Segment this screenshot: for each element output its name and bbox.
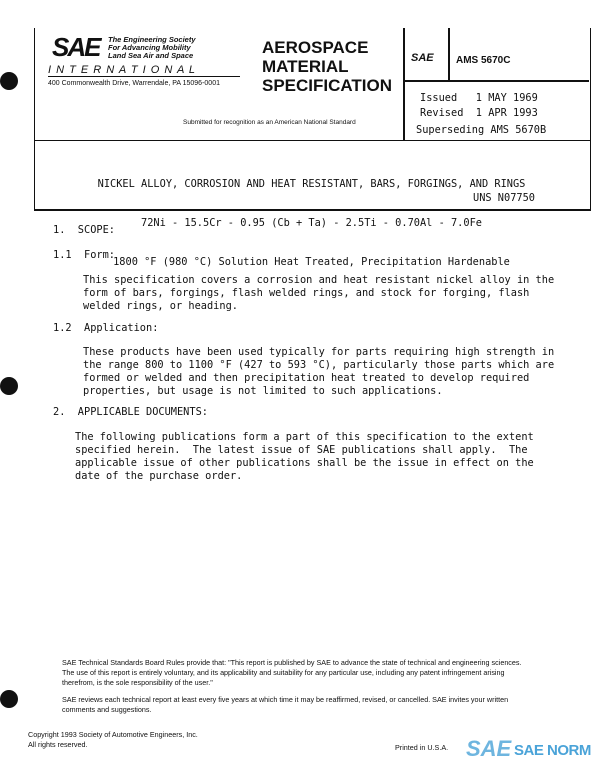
watermark-text: SAE NORM [514, 742, 591, 759]
superseding: Superseding AMS 5670B [416, 124, 547, 136]
section-heading: 1.2 Application: [53, 322, 159, 334]
paragraph: These products have been used typically for parts requiring high strength in the range 800 to 1100 °F (427 to 593 °C), particularly those parts which are formed or welded and then precipitation heat treated to develop required properties, but usage is not limited to such applications. [83, 346, 555, 397]
sae-small-logo: SAE [411, 52, 434, 64]
tagline-line: The Engineering Society [108, 35, 196, 44]
title-line: AEROSPACE [262, 38, 369, 57]
printed-in: Printed in U.S.A. [395, 743, 449, 752]
divider [448, 28, 450, 80]
ansi-note: Submitted for recognition as an American National Standard [183, 119, 356, 126]
doc-type-title [262, 38, 392, 95]
divider [403, 80, 589, 82]
issued-date: Issued 1 MAY 1969 [420, 92, 538, 104]
title-line: MATERIAL [262, 57, 349, 76]
title-line: NICKEL ALLOY, CORROSION AND HEAT RESISTANT, BARS, FORGINGS, AND RINGS [97, 178, 526, 190]
section-heading: 1.1 Form: [53, 249, 115, 261]
tsb-rules: SAE Technical Standards Board Rules provide that: "This report is published by SAE to advance the state of technical and engineering sciences. The use of this report is entirely voluntary, and its applicability and suitability for any particular use, including any patent infringement arising therefrom, is the sole responsibility of the user." [62, 658, 522, 687]
tagline-line: For Advancing Mobility [108, 43, 191, 52]
copyright: Copyright 1993 Society of Automotive Engineers, Inc. [28, 730, 198, 739]
paragraph: This specification covers a corrosion and heat resistant nickel alloy in the form of bars, forgings, flash welded rings, and stock for forging, flash welded rings, or heading. [83, 274, 555, 312]
tagline [108, 36, 196, 60]
uns-number: UNS N07750 [473, 192, 535, 204]
punch-hole [0, 377, 18, 395]
sae-logo: SAE [52, 32, 100, 62]
address: 400 Commonwealth Drive, Warrendale, PA 15096-0001 [48, 80, 220, 87]
revised-date: Revised 1 APR 1993 [420, 107, 538, 119]
watermark-logo: SAE [466, 736, 512, 761]
title-line: SPECIFICATION [262, 76, 393, 95]
divider [403, 28, 405, 140]
section-heading: 1. SCOPE: [53, 224, 115, 236]
section-heading: 2. APPLICABLE DOCUMENTS: [53, 406, 208, 418]
international-label: I N T E R N A T I O N A L [48, 64, 240, 77]
doc-number: AMS 5670C [456, 55, 511, 66]
divider [34, 209, 590, 211]
tagline-line: Land Sea Air and Space [108, 51, 194, 60]
punch-hole [0, 72, 18, 90]
paragraph: The following publications form a part of this specification to the extent specified herein. The latest issue of SAE publications shall apply. The applicable issue of other publications shall be the issue in effect on the date of the purchase order. [75, 431, 534, 482]
title-line: 1800 °F (980 °C) Solution Heat Treated, Precipitation Hardenable [113, 256, 510, 268]
punch-hole [0, 690, 18, 708]
review-note: SAE reviews each technical report at least every five years at which time it may be reaffirmed, revised, or cancelled. SAE invites your written comments and suggestions. [62, 695, 509, 714]
title-line: 72Ni - 15.5Cr - 0.95 (Cb + Ta) - 2.5Ti - 0.70Al - 7.0Fe [141, 217, 482, 229]
rights: All rights reserved. [28, 740, 88, 749]
